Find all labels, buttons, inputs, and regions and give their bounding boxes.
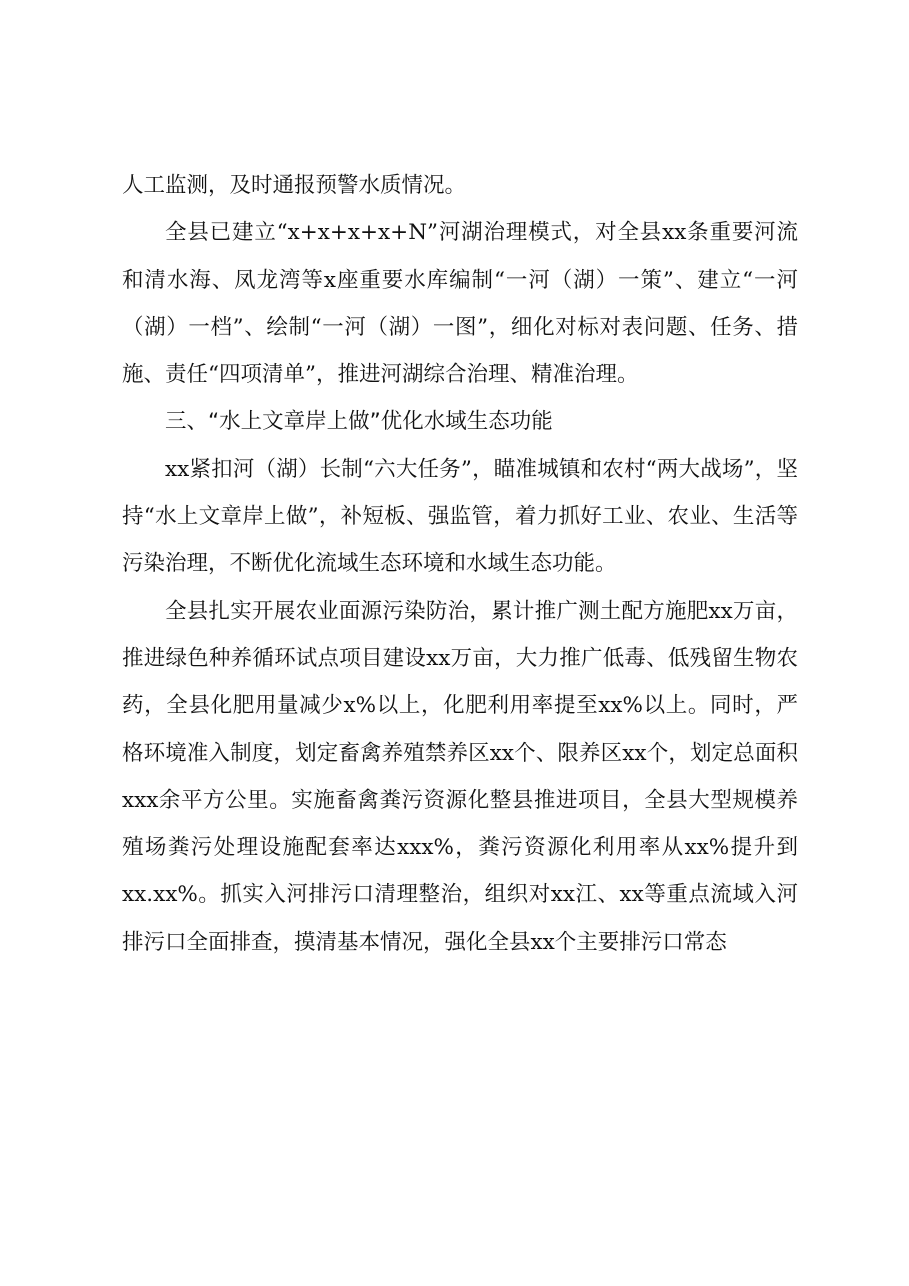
paragraph-river-lake-governance: 全县已建立“x+x+x+x+N”河湖治理模式，对全县xx条重要河流和清水海、凤龙湾等x座重要水库编制“一河（湖）一策”、建立“一河（湖）一档”、绘制“一河（湖）一图”，细化对标对表问题、任务、措施、责任“四项清单”，推进河湖综合治理、精准治理。 [122,220,798,388]
paragraph-agricultural-pollution: 全县扎实开展农业面源污染防治，累计推广测土配方施肥xx万亩，推进绿色种养循环试点项目建设xx万亩，大力推广低毒、低残留生物农药，全县化肥用量减少x%以上，化肥利用率提至xx%以上。同时，严格环境准入制度，划定畜禽养殖禁养区xx个、限养区xx个，划定总面积xxx余平方公里。实施畜禽粪污资源化整县推进项目，全县大型规模养殖场粪污处理设施配套率达xxx%，粪污资源化利用率从xx%提升到xx.xx%。抓实入河排污口清理整治，组织对xx江、xx等重点流域入河排污口全面排查，摸清基本情况，强化全县xx个主要排污口常态 [122,598,798,955]
paragraph-continuation: 人工监测，及时通报预警水质情况。 [122,173,467,198]
section-heading-three: 三、“水上文章岸上做”优化水域生态功能 [165,409,553,435]
paragraph-six-tasks: xx紧扣河（湖）长制“六大任务”，瞄准城镇和农村“两大战场”，坚持“水上文章岸上做”，补短板、强监管，着力抓好工业、农业、生活等污染治理，不断优化流域生态环境和水域生态功能。 [122,456,798,577]
document-body [122,162,798,966]
